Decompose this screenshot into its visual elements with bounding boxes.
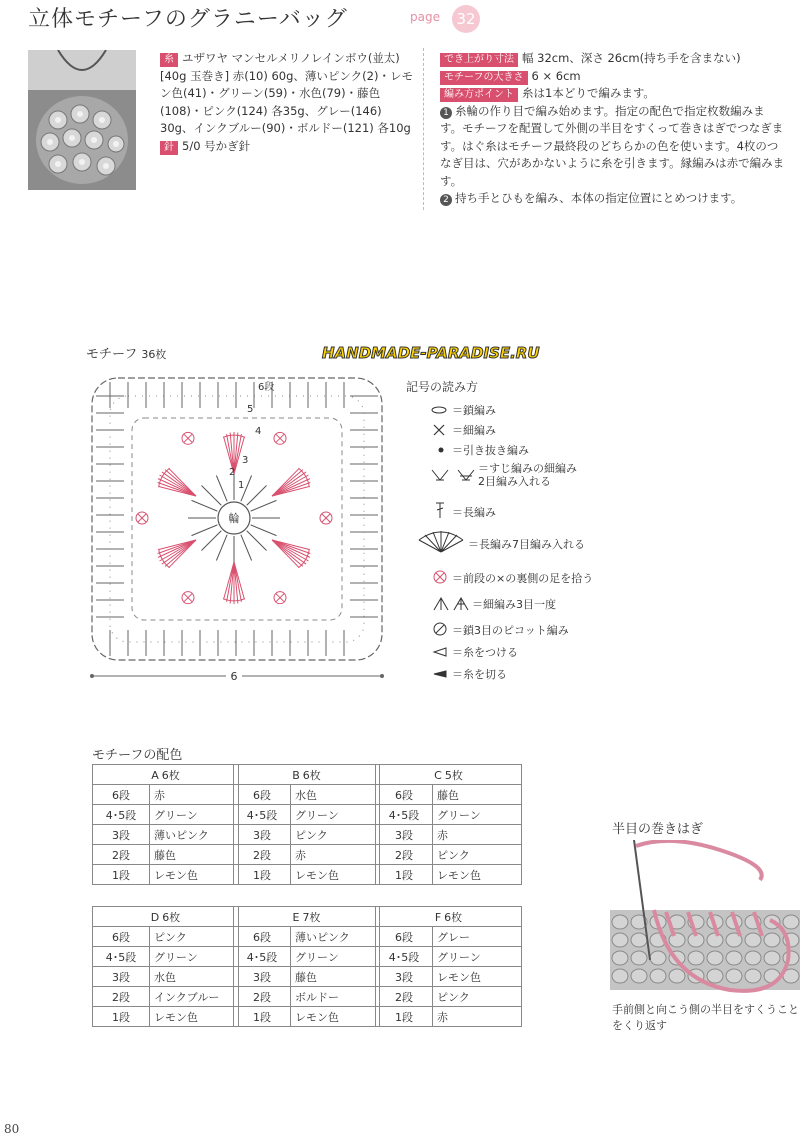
needle-tag: 針 [160, 141, 178, 155]
table-count: 6枚 [162, 910, 181, 924]
round-cell: 6段 [234, 785, 291, 805]
table-row [376, 805, 522, 825]
color-cell: グリーン [150, 805, 239, 825]
step1-text: 糸輪の作り目で編み始めます。指定の配色で指定枚数編みます。モチーフを配置して外側の半目をすくって巻きはぎでつなぎます。はぐ糸はモチーフ最終段のどちらかの色を使います。4枚のつなぎ目は、穴があかないように糸を引きます。縁編みは赤で編みます。 [440, 103, 785, 188]
table-count: 6枚 [444, 910, 463, 924]
point-text: 糸は1本どりで編みます。 [522, 86, 655, 100]
table-row [234, 967, 380, 987]
color-table-b [233, 764, 380, 885]
round-cell: 2段 [234, 987, 291, 1007]
table-row [376, 865, 522, 885]
table-variant: E [292, 910, 300, 924]
round-cell: 3段 [376, 967, 433, 987]
table-row [93, 825, 239, 845]
legend-item-dc: ＝長編み [434, 504, 496, 520]
table-row [376, 927, 522, 947]
table-variant: A [151, 768, 159, 782]
folio-number: 80 [4, 1122, 20, 1136]
needle-text: 5/0 号かぎ針 [182, 138, 251, 153]
legend-item-join: ＝糸をつける [434, 644, 518, 660]
round-cell: 4･5段 [376, 947, 433, 967]
table-row [234, 927, 380, 947]
slip-stitch-icon [436, 445, 446, 455]
whipstitch-illustration [610, 840, 800, 1000]
size-text: 幅 32cm、深さ 26cm(持ち手を含まない) [522, 51, 741, 65]
round-cell: 6段 [376, 785, 433, 805]
round-cell: 2段 [376, 845, 433, 865]
color-cell: 藤色 [433, 785, 522, 805]
legend-item-cut: ＝糸を切る [434, 666, 507, 682]
table-variant: D [150, 910, 160, 924]
table-count: 6枚 [302, 768, 321, 782]
color-cell: 水色 [150, 967, 239, 987]
color-tables-title: モチーフの配色 [92, 748, 183, 763]
legend-title: 記号の読み方 [406, 380, 479, 394]
table-count: 5枚 [444, 768, 463, 782]
table-variant: C [434, 768, 442, 782]
table-row [376, 967, 522, 987]
table-row [376, 987, 522, 1007]
color-cell: グリーン [433, 805, 522, 825]
color-cell: レモン色 [291, 865, 380, 885]
round-cell: 3段 [93, 825, 150, 845]
round-cell: 1段 [234, 1007, 291, 1027]
chain-stitch-icon [430, 405, 448, 415]
color-cell: ピンク [150, 927, 239, 947]
table-row [93, 987, 239, 1007]
legend-item-slip: ＝引き抜き編み [434, 442, 529, 458]
table-row [93, 1007, 239, 1027]
color-table-f [375, 906, 522, 1027]
table-row [93, 785, 239, 805]
color-cell: 藤色 [150, 845, 239, 865]
materials-block [160, 50, 414, 155]
round-label-3: 3 [242, 455, 249, 466]
round-cell: 3段 [93, 967, 150, 987]
picot-icon [433, 622, 447, 636]
symbol-legend: 記号の読み方 ＝鎖編み ＝細編み ＝引き抜き編み ＝すじ編みの細編み 2目編み入れる ＝長編み ＝長編み7目編み入れる ＝前段の×の裏側の足を拾う ＝細編み3目一度 ＝鎖3目のピコット編み ＝糸をつける ＝糸を切る [406, 380, 594, 681]
color-cell: レモン色 [150, 865, 239, 885]
color-table-header [234, 907, 380, 927]
page-title: 立体モチーフのグラニーバッグ [28, 7, 348, 32]
sc3tog-icon [432, 596, 472, 612]
table-row [93, 845, 239, 865]
step2-number: 2 [440, 194, 452, 206]
color-cell: 藤色 [291, 967, 380, 987]
table-row [234, 987, 380, 1007]
table-row [234, 805, 380, 825]
yarn-tag: 糸 [160, 53, 178, 67]
table-row [93, 967, 239, 987]
round-cell: 3段 [234, 967, 291, 987]
color-cell: 赤 [433, 825, 522, 845]
color-table-e [233, 906, 380, 1027]
round-cell: 1段 [376, 1007, 433, 1027]
color-table-header [376, 765, 522, 785]
color-table-a [92, 764, 239, 885]
round-cell: 6段 [234, 927, 291, 947]
color-table-header [376, 907, 522, 927]
round-label-4: 4 [255, 426, 262, 437]
whipstitch-title: 半目の巻きはぎ [612, 822, 704, 837]
color-cell: ピンク [291, 825, 380, 845]
page-number-badge: 32 [452, 5, 480, 33]
table-row [376, 785, 522, 805]
point-tag: 編み方ポイント [440, 88, 518, 102]
round-cell: 1段 [376, 865, 433, 885]
color-cell: レモン色 [433, 967, 522, 987]
step2-text: 持ち手とひもを編み、本体の指定位置にとめつけます。 [455, 191, 743, 205]
ring-label: 輪 [228, 512, 240, 525]
color-cell: 薄いピンク [150, 825, 239, 845]
motif-count: 36枚 [141, 348, 167, 361]
round-cell: 3段 [234, 825, 291, 845]
color-table-header [93, 765, 239, 785]
color-cell: グリーン [291, 805, 380, 825]
table-row [93, 865, 239, 885]
motif-label-text: モチーフ [86, 347, 138, 362]
round-cell: 4･5段 [234, 947, 291, 967]
color-cell: インクブルー [150, 987, 239, 1007]
color-table-header [93, 907, 239, 927]
table-row [93, 805, 239, 825]
legend-item-sc: ＝細編み [434, 422, 496, 438]
round-cell: 1段 [93, 1007, 150, 1027]
color-table-c [375, 764, 522, 885]
table-count: 6枚 [161, 768, 180, 782]
table-row [93, 947, 239, 967]
color-cell: 赤 [291, 845, 380, 865]
table-row [234, 845, 380, 865]
color-cell: ピンク [433, 987, 522, 1007]
legend-item-sc3tog: ＝細編み3目一度 [432, 596, 556, 612]
color-cell: グリーン [150, 947, 239, 967]
table-row [234, 825, 380, 845]
color-cell: ピンク [433, 845, 522, 865]
round-cell: 6段 [93, 785, 150, 805]
round-cell: 4･5段 [93, 805, 150, 825]
round-label-6: 6段 [258, 382, 275, 393]
color-cell: グレー [433, 927, 522, 947]
legend-item-picot: ＝鎖3目のピコット編み [434, 622, 569, 638]
table-row [234, 1007, 380, 1027]
table-count: 7枚 [302, 910, 321, 924]
round-cell: 4･5段 [234, 805, 291, 825]
page-word: page [410, 10, 440, 24]
color-cell: ボルドー [291, 987, 380, 1007]
color-cell: グリーン [291, 947, 380, 967]
round-label-5: 5 [247, 404, 254, 415]
round-cell: 2段 [234, 845, 291, 865]
single-crochet-icon [432, 423, 446, 437]
round-cell: 3段 [376, 825, 433, 845]
round-cell: 2段 [93, 987, 150, 1007]
color-cell: 赤 [150, 785, 239, 805]
round-cell: 2段 [376, 987, 433, 1007]
back-leg-pickup-icon [433, 570, 447, 584]
table-variant: B [292, 768, 300, 782]
step1-number: 1 [440, 107, 452, 119]
watermark: HANDMADE-PARADISE.RU [322, 344, 540, 362]
legend-item-back-leg: ＝前段の×の裏側の足を拾う [434, 570, 593, 586]
round-label-1: 1 [238, 480, 245, 491]
color-cell: レモン色 [150, 1007, 239, 1027]
legend-item-chain: ＝鎖編み [434, 402, 496, 418]
color-table-header [234, 765, 380, 785]
join-yarn-icon [432, 647, 448, 657]
round-cell: 4･5段 [376, 805, 433, 825]
motif-diagram [80, 360, 400, 690]
seven-dc-shell-icon [416, 530, 466, 554]
table-row [376, 947, 522, 967]
legend-item-shell: ＝長編み7目編み入れる [416, 536, 585, 552]
round-cell: 6段 [93, 927, 150, 947]
table-row [234, 865, 380, 885]
color-cell: 水色 [291, 785, 380, 805]
motif-size-tag: モチーフの大きさ [440, 71, 528, 85]
round-cell: 1段 [93, 865, 150, 885]
table-row [93, 927, 239, 947]
round-cell: 1段 [234, 865, 291, 885]
round-cell: 4･5段 [93, 947, 150, 967]
color-table-d [92, 906, 239, 1027]
color-cell: 薄いピンク [291, 927, 380, 947]
round-cell: 2段 [93, 845, 150, 865]
color-cell: グリーン [433, 947, 522, 967]
table-row [234, 947, 380, 967]
table-row [376, 845, 522, 865]
size-tag: でき上がり寸法 [440, 53, 518, 67]
color-cell: レモン色 [291, 1007, 380, 1027]
table-variant: F [434, 910, 442, 924]
double-crochet-icon [434, 501, 446, 519]
instructions-block [440, 50, 785, 208]
back-loop-sc-increase-icon [430, 468, 478, 484]
table-row [234, 785, 380, 805]
whipstitch-caption: 手前側と向こう側の半目をすくうことをくり返す [612, 1003, 799, 1032]
bag-photo [28, 50, 136, 190]
motif-size-text: 6 × 6cm [531, 68, 581, 83]
column-divider [423, 48, 424, 210]
round-label-2: 2 [229, 467, 236, 478]
table-row [376, 825, 522, 845]
width-label: 6 [230, 670, 238, 683]
color-cell: 赤 [433, 1007, 522, 1027]
cut-yarn-icon [432, 669, 448, 679]
color-cell: レモン色 [433, 865, 522, 885]
table-row [376, 1007, 522, 1027]
round-cell: 6段 [376, 927, 433, 947]
yarn-text: ユザワヤ マンセルメリノレインボウ(並太)[40g 玉巻き] 赤(10) 60g、薄いピンク(2)・レモン色(41)・グリーン(59)・水色(79)・藤色(108)・ピンク(124) 各35g、グレー(146) 30g、インクブルー(90)・ボルドー(121) 各10g [160, 51, 413, 135]
